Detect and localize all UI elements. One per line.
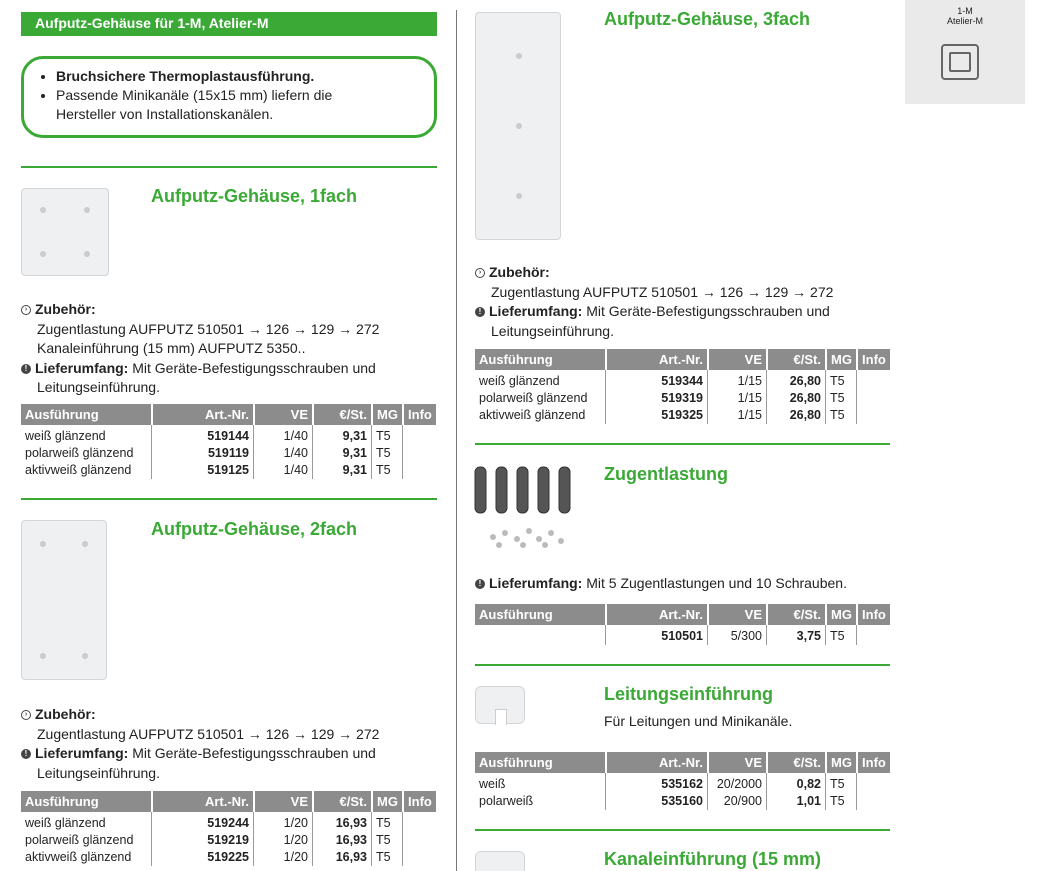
accessory-block: ! Lieferumfang: Mit 5 Zugentlastungen und 10 Schrauben. <box>475 574 847 594</box>
feature-box <box>21 56 437 138</box>
table-cell: 26,80 <box>766 390 825 407</box>
col-header: Info <box>402 791 436 812</box>
table-cell <box>402 445 436 462</box>
table-cell: 519244 <box>151 812 253 832</box>
col-header: VE <box>253 791 312 812</box>
table-cell: 519225 <box>151 849 253 866</box>
col-header: Info <box>856 604 890 625</box>
table-cell: 3,75 <box>766 625 825 645</box>
table-cell: T5 <box>825 390 856 407</box>
table-cell: T5 <box>371 445 402 462</box>
col-header: Info <box>856 752 890 773</box>
col-header: Ausführung <box>475 604 605 625</box>
table-row <box>475 390 890 407</box>
table-row <box>21 832 436 849</box>
table-cell: 9,31 <box>312 425 371 445</box>
table-cell <box>856 407 890 424</box>
product-image-zugentlastung <box>473 465 573 550</box>
table-cell: T5 <box>371 425 402 445</box>
table-cell: 16,93 <box>312 832 371 849</box>
col-header: Ausführung <box>475 752 605 773</box>
col-header: MG <box>371 791 402 812</box>
table-cell: weiß glänzend <box>25 429 106 443</box>
table-cell: 9,31 <box>312 462 371 479</box>
table-cell: aktivweiß glänzend <box>25 463 132 477</box>
section-header: Aufputz-Gehäuse für 1-M, Atelier-M <box>21 12 437 36</box>
table-cell: 1/15 <box>707 407 766 424</box>
col-header: VE <box>707 752 766 773</box>
table-row <box>475 625 890 645</box>
table-cell: 519125 <box>151 462 253 479</box>
table-cell: 1/20 <box>253 812 312 832</box>
info-circle-icon: ! <box>21 364 31 374</box>
table-cell: polarweiß glänzend <box>25 446 134 460</box>
col-header: Info <box>402 404 436 425</box>
table-cell <box>402 849 436 866</box>
table-cell: T5 <box>825 370 856 390</box>
table-cell: 1,01 <box>766 793 825 810</box>
product-table <box>475 604 890 645</box>
table-cell: 26,80 <box>766 407 825 424</box>
col-header: Art.-Nr. <box>605 604 707 625</box>
table-cell: T5 <box>825 773 856 793</box>
table-row <box>21 445 436 462</box>
table-cell: polarweiß <box>479 794 534 808</box>
table-cell: 519319 <box>605 390 707 407</box>
table-cell: 16,93 <box>312 812 371 832</box>
arrow-circle-icon: › <box>475 268 485 278</box>
col-header: MG <box>825 752 856 773</box>
divider <box>475 443 890 445</box>
arrow-circle-icon: › <box>21 305 31 315</box>
table-cell: 1/40 <box>253 425 312 445</box>
table-cell <box>402 812 436 832</box>
accessory-block: › Zubehör: Zugentlastung AUFPUTZ 510501 → 126 → 129 → 272 Kanaleinführung (15 mm) AUFPUTZ 5350.. ! Lieferumfang: Mit Geräte-Befestigungsschrauben und Leitungseinführung. <box>21 300 379 398</box>
table-cell: T5 <box>371 849 402 866</box>
table-cell: 1/20 <box>253 832 312 849</box>
col-header: VE <box>707 604 766 625</box>
table-cell: T5 <box>371 832 402 849</box>
feature-item: • Bruchsichere Thermoplastausführung. <box>56 67 422 86</box>
col-header: Art.-Nr. <box>151 404 253 425</box>
col-header: Art.-Nr. <box>151 791 253 812</box>
range-tab <box>905 0 1025 104</box>
table-cell <box>475 625 605 645</box>
info-circle-icon: ! <box>475 307 485 317</box>
product-title: Aufputz-Gehäuse, 1fach <box>151 186 358 206</box>
product-image-3fach <box>475 12 561 240</box>
col-header: €/St. <box>766 752 825 773</box>
product-table <box>21 404 436 479</box>
product-title: Aufputz-Gehäuse, 3fach <box>604 9 811 29</box>
product-table <box>475 752 890 810</box>
table-cell: weiß glänzend <box>479 374 560 388</box>
product-table <box>475 349 890 424</box>
table-cell: 5/300 <box>707 625 766 645</box>
col-header: €/St. <box>312 404 371 425</box>
table-cell: 1/40 <box>253 462 312 479</box>
column-divider <box>456 10 457 871</box>
table-cell: aktivweiß glänzend <box>479 408 586 422</box>
product-table <box>21 791 436 866</box>
arrow-circle-icon: › <box>21 710 31 720</box>
table-cell <box>856 390 890 407</box>
table-row <box>21 425 436 445</box>
table-row <box>475 793 890 810</box>
table-cell: 1/40 <box>253 445 312 462</box>
col-header: Art.-Nr. <box>605 349 707 370</box>
product-title: Leitungseinführung <box>604 684 773 704</box>
table-cell: 26,80 <box>766 370 825 390</box>
table-row <box>21 849 436 866</box>
divider <box>21 498 437 500</box>
col-header: VE <box>253 404 312 425</box>
table-cell: 519119 <box>151 445 253 462</box>
product-title: Kanaleinführung (15 mm) <box>604 849 822 869</box>
table-cell: 535162 <box>605 773 707 793</box>
product-image-1fach <box>21 188 109 276</box>
table-row <box>475 370 890 390</box>
product-title: Zugentlastung <box>604 464 728 484</box>
col-header: €/St. <box>312 791 371 812</box>
product-image-kanaleinfuehrung <box>475 851 525 871</box>
table-cell: aktivweiß glänzend <box>25 850 132 864</box>
table-cell <box>402 832 436 849</box>
col-header: MG <box>825 604 856 625</box>
table-cell: 519219 <box>151 832 253 849</box>
accessory-block: › Zubehör: Zugentlastung AUFPUTZ 510501 → 126 → 129 → 272 ! Lieferumfang: Mit Geräte-Befestigungsschrauben und Leitungseinführung. <box>21 705 379 783</box>
col-header: €/St. <box>766 604 825 625</box>
table-cell: weiß glänzend <box>25 816 106 830</box>
table-cell: 519325 <box>605 407 707 424</box>
table-cell: 1/15 <box>707 370 766 390</box>
table-cell: 1/15 <box>707 390 766 407</box>
table-cell: T5 <box>825 793 856 810</box>
table-cell <box>402 425 436 445</box>
table-cell: 9,31 <box>312 445 371 462</box>
table-cell: 1/20 <box>253 849 312 866</box>
table-cell: weiß <box>479 777 506 791</box>
product-title: Aufputz-Gehäuse, 2fach <box>151 519 358 539</box>
col-header: VE <box>707 349 766 370</box>
table-cell: 20/2000 <box>707 773 766 793</box>
table-cell: polarweiß glänzend <box>479 391 588 405</box>
range-tab-label: 1-M Atelier-M <box>946 6 983 26</box>
table-row <box>21 462 436 479</box>
table-cell: 16,93 <box>312 849 371 866</box>
table-cell <box>856 370 890 390</box>
col-header: MG <box>371 404 402 425</box>
divider <box>475 829 890 831</box>
col-header: Ausführung <box>475 349 605 370</box>
frame-symbol-icon <box>941 44 979 80</box>
table-row <box>21 812 436 832</box>
info-circle-icon: ! <box>475 579 485 589</box>
table-row <box>475 773 890 793</box>
table-cell: 519144 <box>151 425 253 445</box>
product-image-2fach <box>21 520 107 680</box>
accessory-block: › Zubehör: Zugentlastung AUFPUTZ 510501 → 126 → 129 → 272 ! Lieferumfang: Mit Geräte-Befestigungsschrauben und Leitungseinführung. <box>475 263 833 341</box>
table-cell: T5 <box>371 462 402 479</box>
table-cell: 519344 <box>605 370 707 390</box>
table-cell: T5 <box>825 625 856 645</box>
table-cell: 20/900 <box>707 793 766 810</box>
col-header: Info <box>856 349 890 370</box>
table-cell <box>856 625 890 645</box>
divider <box>21 166 437 168</box>
table-cell <box>856 773 890 793</box>
col-header: Ausführung <box>21 404 151 425</box>
table-cell: T5 <box>371 812 402 832</box>
table-cell: polarweiß glänzend <box>25 833 134 847</box>
table-cell <box>856 793 890 810</box>
table-cell: 0,82 <box>766 773 825 793</box>
table-cell: 535160 <box>605 793 707 810</box>
table-cell: T5 <box>825 407 856 424</box>
feature-item: • Passende Minikanäle (15x15 mm) liefern die Hersteller von Installationskanälen. <box>56 86 422 124</box>
col-header: MG <box>825 349 856 370</box>
divider <box>475 664 890 666</box>
product-image-leitungseinfuehrung <box>475 686 525 724</box>
product-subtitle: Für Leitungen und Minikanäle. <box>604 713 793 729</box>
col-header: Art.-Nr. <box>605 752 707 773</box>
info-circle-icon: ! <box>21 749 31 759</box>
table-cell <box>402 462 436 479</box>
table-row <box>475 407 890 424</box>
col-header: Ausführung <box>21 791 151 812</box>
table-cell: 510501 <box>605 625 707 645</box>
col-header: €/St. <box>766 349 825 370</box>
